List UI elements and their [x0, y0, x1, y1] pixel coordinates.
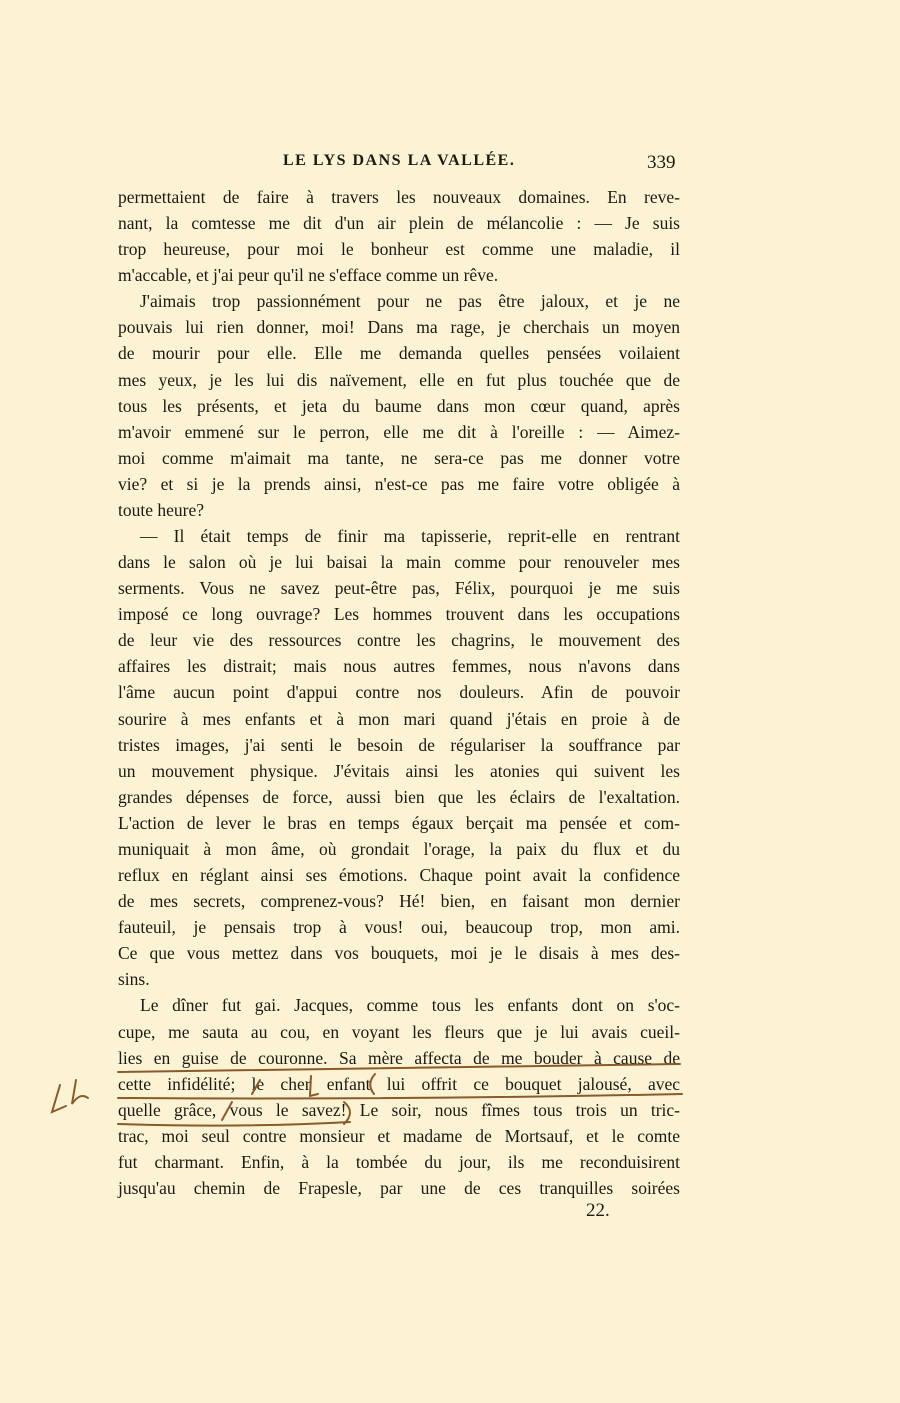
text-line: L'action de lever le bras en temps égaux berçait ma pensée et com-	[118, 812, 680, 833]
text-line: quelle grâce, vous le savez! Le soir, nous fîmes tous trois un tric-	[118, 1099, 680, 1120]
text-line: dans le salon où je lui baisai la main comme pour renouveler mes	[118, 552, 680, 573]
text-line: de mes secrets, comprenez-vous? Hé! bien, en faisant mon dernier	[118, 891, 680, 912]
text-line: lies en guise de couronne. Sa mère affecta de me bouder à cause de	[118, 1047, 680, 1068]
text-line: mes yeux, je les lui dis naïvement, elle en fut plus touchée que de	[118, 369, 680, 390]
text-line: de leur vie des ressources contre les chagrins, le mouvement des	[118, 630, 680, 651]
text-line: jusqu'au chemin de Frapesle, par une de ces tranquilles soirées	[118, 1177, 680, 1198]
underline	[118, 1064, 680, 1072]
text-line: sins.	[118, 969, 150, 990]
text-line: reflux en réglant ainsi ses émotions. Chaque point avait la confidence	[118, 865, 680, 886]
margin-note-lb	[52, 1080, 88, 1112]
text-line: m'avoir emmené sur le perron, elle me dit à l'oreille : — Aimez-	[118, 421, 680, 442]
bracket-mark	[222, 1102, 232, 1120]
running-title: LE LYS DANS LA VALLÉE.	[283, 152, 516, 169]
page-number: 339	[647, 152, 676, 173]
text-line: tristes images, j'ai senti le besoin de régulariser la souffrance par	[118, 734, 680, 755]
text-line: sourire à mes enfants et à mon mari quand j'étais en proie à de	[118, 708, 680, 729]
text-line: imposé ce long ouvrage? Les hommes trouvent dans les occupations	[118, 604, 680, 625]
text-line: Le dîner fut gai. Jacques, comme tous les enfants dont on s'oc-	[140, 995, 680, 1016]
text-line: affaires les distrait; mais nous autres femmes, nous n'avons dans	[118, 656, 680, 677]
signature-mark: 22.	[586, 1200, 610, 1221]
text-line: un mouvement physique. J'évitais ainsi les atonies qui suivent les	[118, 760, 680, 781]
text-line: trop heureuse, pour moi le bonheur est comme une maladie, il	[118, 239, 680, 260]
underline	[118, 1122, 350, 1126]
text-line: tous les présents, et jeta du baume dans mon cœur quand, après	[118, 395, 680, 416]
text-line: fauteuil, je pensais trop à vous! oui, beaucoup trop, mon ami.	[118, 917, 680, 938]
text-line: J'aimais trop passionnément pour ne pas être jaloux, et je ne	[140, 291, 680, 312]
text-line: cette infidélité; le cher enfant lui offrit ce bouquet jalousé, avec	[118, 1073, 680, 1094]
text-line: m'accable, et j'ai peur qu'il ne s'efface comme un rêve.	[118, 265, 499, 286]
bracket-mark	[370, 1074, 375, 1094]
text-line: fut charmant. Enfin, à la tombée du jour, ils me reconduisirent	[118, 1151, 680, 1172]
bracket-mark	[252, 1080, 260, 1094]
text-line: — Il était temps de finir ma tapisserie, reprit-elle en rentrant	[140, 526, 680, 547]
text-line: vie? et si je la prends ainsi, n'est-ce pas me faire votre obligée à	[118, 473, 680, 494]
underline	[118, 1094, 682, 1099]
text-line: muniquait à mon âme, où grondait l'orage, la paix du flux et du	[118, 838, 680, 859]
bracket-mark	[344, 1102, 350, 1124]
text-line: grandes dépenses de force, aussi bien que les éclairs de l'exaltation.	[118, 786, 680, 807]
text-line: pouvais lui rien donner, moi! Dans ma rage, je cherchais un moyen	[118, 317, 680, 338]
text-line: cupe, me sauta au cou, en voyant les fleurs que je lui avais cueil-	[118, 1021, 680, 1042]
bracket-mark	[310, 1076, 318, 1096]
text-line: permettaient de faire à travers les nouveaux domaines. En reve-	[118, 187, 680, 207]
text-line: l'âme aucun point d'appui contre nos douleurs. Afin de pouvoir	[118, 682, 680, 703]
text-line: trac, moi seul contre monsieur et madame de Mortsauf, et le comte	[118, 1125, 680, 1146]
text-line: moi comme m'aimait ma tante, ne sera-ce pas me donner votre	[118, 447, 680, 468]
text-line: nant, la comtesse me dit d'un air plein de mélancolie : — Je suis	[118, 213, 680, 234]
text-line: toute heure?	[118, 499, 204, 520]
text-line: serments. Vous ne savez peut-être pas, Félix, pourquoi je me suis	[118, 578, 680, 599]
text-line: Ce que vous mettez dans vos bouquets, moi je le disais à mes des-	[118, 943, 680, 964]
text-line: de mourir pour elle. Elle me demanda quelles pensées voilaient	[118, 343, 680, 364]
